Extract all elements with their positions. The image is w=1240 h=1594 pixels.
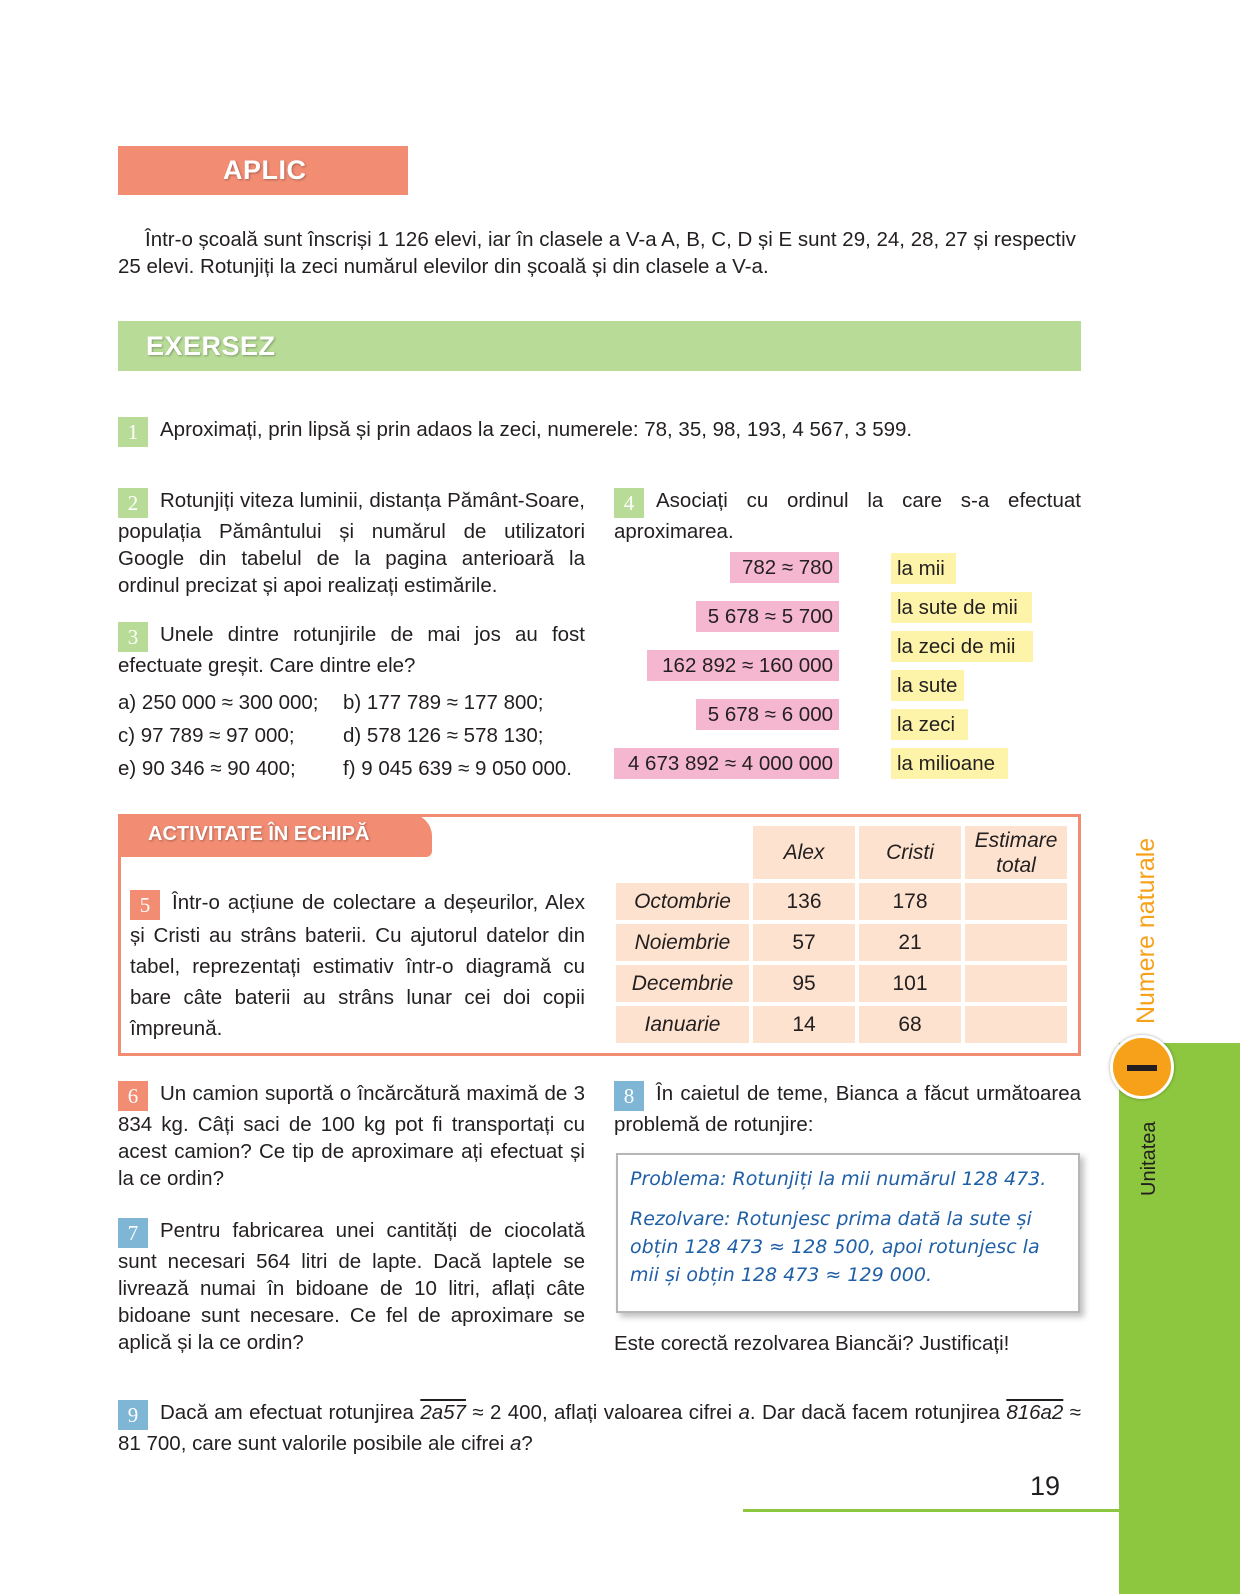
rounding-item: b) 177 789 ≈ 177 800; [343,691,544,714]
rounding-item: e) 90 346 ≈ 90 400; [118,757,296,780]
exercise-2 [118,487,585,599]
overlined-number: 816a2 [1006,1401,1064,1424]
roman-numeral-one [1127,1065,1157,1071]
solution-line [630,1205,1066,1289]
estimate-cell[interactable] [965,883,1067,920]
exercise-number: 7 [118,1218,148,1248]
rounding-item: f) 9 045 639 ≈ 9 050 000. [343,757,572,780]
rounding-card[interactable]: 4 673 892 ≈ 4 000 000 [614,748,839,779]
ex8-question: Este corectă rezolvarea Biancăi? Justificați! [614,1332,1010,1355]
order-card[interactable]: la milioane [891,748,1008,779]
row-header: Octombrie [616,883,749,920]
solution-text: Rotunjesc prima dată la sute și obțin 128 473 ≈ 128 500, apoi rotunjesc la mii și obțin 128 473 ≈ 129 000. [630,1208,1040,1286]
exersez-header: EXERSEZ [118,321,1081,371]
ex9-text-part: Dacă am efectuat rotunjirea [160,1401,421,1424]
exercise-9 [118,1399,1081,1457]
exercise-text: Într-o acțiune de colectare a deșeurilor, Alex și Cristi au strâns baterii. Cu ajutorul datelor din tabel, reprezentați estimativ într-o diagramă cu bare câte baterii au strâns lunar cei doi copii împreună. [130,891,585,1040]
problem-label: Problema: [630,1168,727,1190]
aplic-text [118,226,1081,280]
table-cell: 101 [859,965,961,1002]
column-header: Estimare total [965,826,1067,879]
homework-note [616,1153,1080,1313]
exercise-text: Un camion suportă o încărcătură maximă de 3 834 kg. Câți saci de 100 kg pot fi transportați cu acest camion? Ce tip de aproximare ați efectuat și la ce ordin? [118,1082,585,1190]
table-row [616,924,1067,961]
overlined-number: 2a57 [420,1401,466,1424]
exercise-number: 6 [118,1081,148,1111]
exercise-text: În caietul de teme, Bianca a făcut următoarea problemă de rotunjire: [614,1082,1081,1136]
solution-label: Rezolvare: [630,1208,731,1230]
unit-label: Unitatea [1138,1121,1160,1196]
table-row [616,965,1067,1002]
rounding-card[interactable]: 782 ≈ 780 [730,552,839,583]
unit-number-badge [1110,1035,1174,1099]
chapter-title: Numere naturale [1132,837,1160,1024]
ex9-text-part: ? [521,1432,533,1455]
table-cell: 95 [753,965,855,1002]
order-card[interactable]: la sute [891,670,964,701]
rounding-card[interactable]: 162 892 ≈ 160 000 [647,650,839,681]
table-cell: 57 [753,924,855,961]
row-header: Ianuarie [616,1006,749,1043]
table-cell: 136 [753,883,855,920]
exercise-7 [118,1217,585,1356]
page-number: 19 [1030,1471,1061,1501]
exercise-1 [118,416,1081,447]
exercise-text: Pentru fabricarea unei cantități de ciocolată sunt necesari 564 litri de lapte. Dacă laptele se livrează numai în bidoane de 10 litri, aflați câte bidoane sunt necesare. Ce fel de aproximare se aplică și la ce ordin? [118,1219,585,1354]
aplic-text-line2: 25 elevi. Rotunjiți la zeci numărul elevilor din școală și din clasele a V-a. [118,255,769,278]
exercise-3 [118,621,585,679]
table-cell: 21 [859,924,961,961]
exercise-number: 3 [118,622,148,652]
aplic-header: APLIC [118,146,408,195]
exercise-5 [130,887,585,1044]
exercise-text: Asociați cu ordinul la care s-a efectuat aproximarea. [614,489,1081,543]
order-card[interactable]: la mii [891,553,956,584]
variable-a: a [510,1432,522,1455]
table-cell: 14 [753,1006,855,1043]
rounding-card[interactable]: 5 678 ≈ 5 700 [696,601,839,632]
problem-line [630,1165,1066,1193]
exercise-number: 2 [118,488,148,518]
estimate-cell[interactable] [965,924,1067,961]
rounding-item: d) 578 126 ≈ 578 130; [343,724,544,747]
table-cell: 178 [859,883,961,920]
footer-rule [743,1509,1119,1512]
estimate-cell[interactable] [965,1006,1067,1043]
column-header: Alex [753,826,855,879]
order-card[interactable]: la zeci de mii [891,631,1033,662]
rounding-item: a) 250 000 ≈ 300 000; [118,691,319,714]
table-row [616,883,1067,920]
batteries-table [612,822,1071,1047]
problem-text: Rotunjiți la mii numărul 128 473. [732,1168,1047,1190]
column-header: Cristi [859,826,961,879]
rounding-item: c) 97 789 ≈ 97 000; [118,724,295,747]
ex9-text-part: . Dar dacă facem rotunjirea [749,1401,1000,1424]
order-card[interactable]: la sute de mii [891,592,1032,623]
row-header: Decembrie [616,965,749,1002]
exercise-number: 1 [118,417,148,447]
table-cell: 68 [859,1006,961,1043]
ex9-text-part: ≈ 2 400, aflați valoarea cifrei [465,1401,739,1424]
estimate-cell[interactable] [965,965,1067,1002]
table-corner [616,826,749,879]
ex9-text-part: ≈ 81 700, care sunt valorile posibile ale cifrei [118,1401,1081,1455]
exercise-text: Unele dintre rotunjirile de mai jos au fost efectuate greșit. Care dintre ele? [118,623,585,677]
exercise-number: 5 [130,890,160,920]
team-activity-header: ACTIVITATE ÎN ECHIPĂ [118,814,432,857]
exercise-6 [118,1080,585,1192]
row-header: Noiembrie [616,924,749,961]
variable-a: a [738,1401,750,1424]
exercise-text: Aproximați, prin lipsă și prin adaos la zeci, numerele: 78, 35, 98, 193, 4 567, 3 599. [160,418,913,441]
exercise-number: 9 [118,1400,148,1430]
rounding-card[interactable]: 5 678 ≈ 6 000 [696,699,839,730]
table-row [616,1006,1067,1043]
exercise-8 [614,1080,1081,1138]
exercise-number: 8 [614,1081,644,1111]
exercise-text: Rotunjiți viteza luminii, distanța Pământ-Soare, populația Pământului și numărul de utilizatori Google din tabelul de la pagina anterioară la ordinul precizat și apoi realizați estimările. [118,489,585,597]
aplic-text-line1: Într-o școală sunt înscriși 1 126 elevi, iar în clasele a V-a A, B, C, D și E sunt 29, 24, 28, 27 și respectiv [145,228,1076,251]
exercise-number: 4 [614,488,644,518]
order-card[interactable]: la zeci [891,709,968,740]
exercise-4 [614,487,1081,545]
